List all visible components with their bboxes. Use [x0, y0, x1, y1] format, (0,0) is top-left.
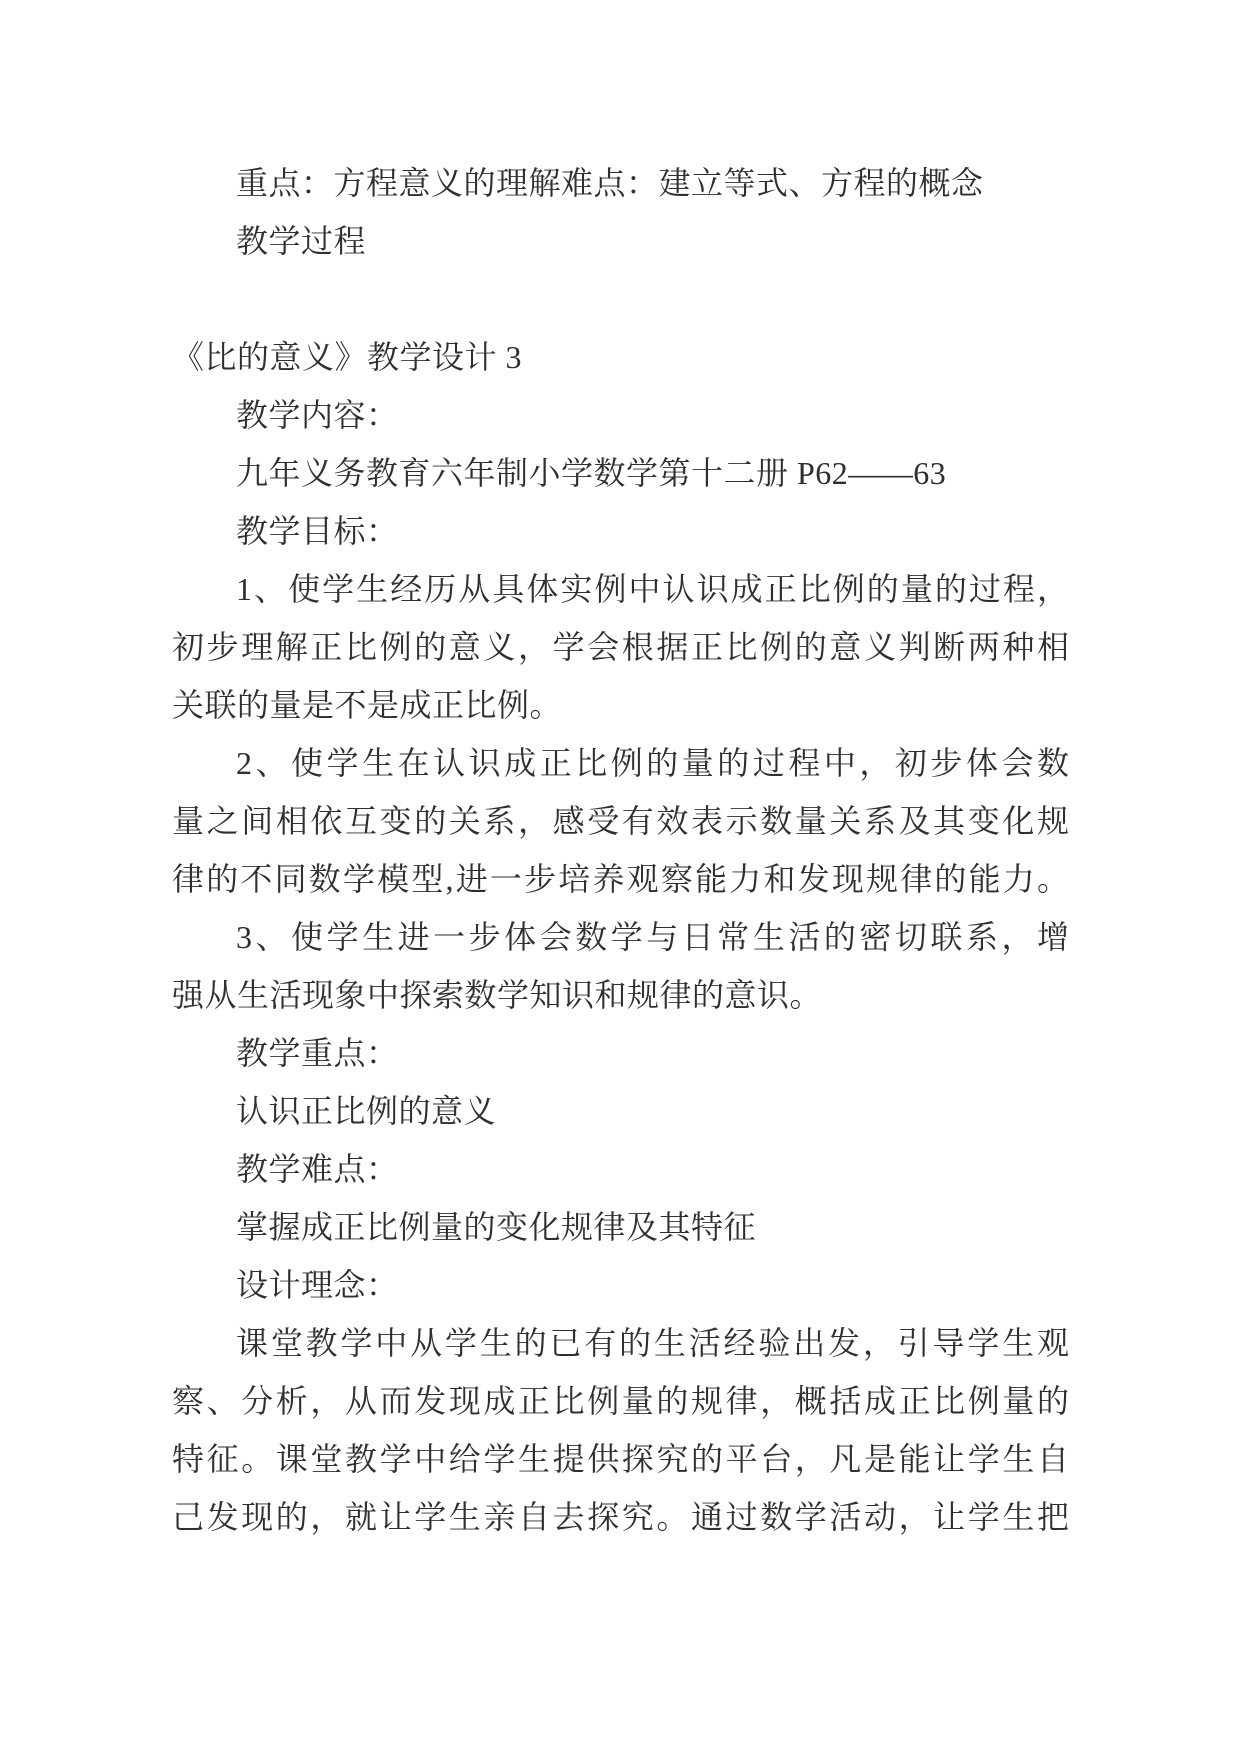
- teaching-objectives-label: 教学目标：: [236, 513, 399, 549]
- section-title: 《比的意义》教学设计 3: [172, 339, 523, 375]
- design-concept-line-4: 己发现的，就让学生亲自去探究。通过数学活动，让学生把: [172, 1499, 1069, 1535]
- teaching-difficulty-label: 教学难点：: [236, 1151, 399, 1187]
- objective-2-line-3: 律的不同数学模型,进一步培养观察能力和发现规律的能力。: [172, 861, 1069, 897]
- objective-3-line-1: 3、使学生进一步体会数学与日常生活的密切联系，增: [236, 919, 1069, 955]
- teaching-key-point-line: 认识正比例的意义: [236, 1093, 497, 1129]
- objective-2-line-2: 量之间相依互变的关系，感受有效表示数量关系及其变化规: [172, 803, 1069, 839]
- blank-line: [172, 270, 1069, 328]
- key-difficulty-points-line: 重点：方程意义的理解难点：建立等式、方程的概念: [236, 165, 984, 201]
- design-concept-line-3: 特征。课堂教学中给学生提供探究的平台，凡是能让学生自: [172, 1441, 1069, 1477]
- objective-1-line-1: 1、使学生经历从具体实例中认识成正比例的量的过程，: [236, 571, 1069, 607]
- teaching-key-point-label: 教学重点：: [236, 1035, 399, 1071]
- objective-1-line-3: 关联的量是不是成正比例。: [172, 687, 563, 723]
- objective-3-line-2: 强从生活现象中探索数学知识和规律的意识。: [172, 977, 823, 1013]
- teaching-difficulty-line: 掌握成正比例量的变化规律及其特征: [236, 1209, 757, 1245]
- teaching-content-label: 教学内容：: [236, 397, 399, 433]
- design-concept-line-1: 课堂教学中从学生的已有的生活经验出发，引导学生观: [236, 1325, 1069, 1361]
- teaching-process-label: 教学过程: [236, 223, 367, 259]
- textbook-reference-line: 九年义务教育六年制小学数学第十二册 P62——63: [236, 455, 947, 491]
- design-concept-label: 设计理念：: [236, 1267, 399, 1303]
- objective-2-line-1: 2、使学生在认识成正比例的量的过程中，初步体会数: [236, 745, 1069, 781]
- objective-1-line-2: 初步理解正比例的意义，学会根据正比例的意义判断两种相: [172, 629, 1069, 665]
- design-concept-line-2: 察、分析，从而发现成正比例量的规律，概括成正比例量的: [172, 1383, 1069, 1419]
- text-block: [172, 154, 1069, 1546]
